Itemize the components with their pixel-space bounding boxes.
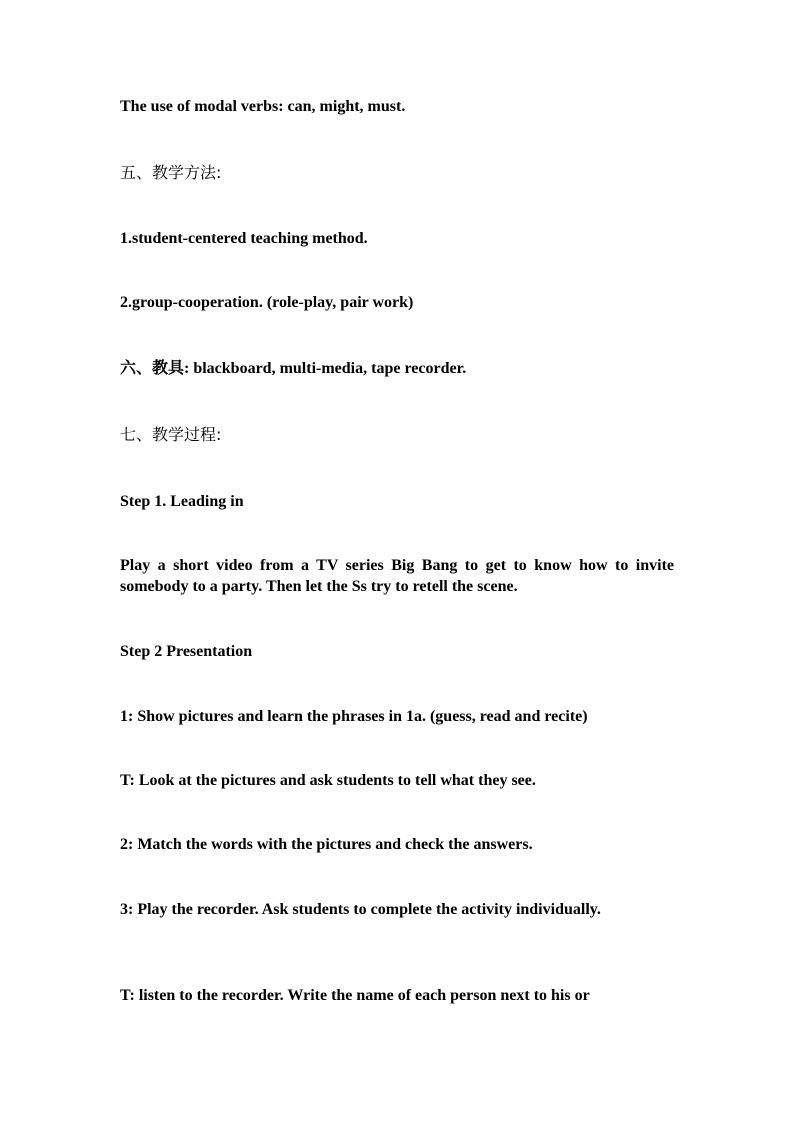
step-2-teacher-note-2: T: listen to the recorder. Write the name of each person next to his or [120, 987, 590, 1004]
step-2-teacher-note-1: T: Look at the pictures and ask students to tell what they see. [120, 772, 536, 789]
step-2-item-2: 2: Match the words with the pictures and check the answers. [120, 836, 533, 853]
method-item-1: 1.student-centered teaching method. [120, 230, 368, 247]
step-2-item-3: 3: Play the recorder. Ask students to complete the activity individually. [120, 901, 601, 918]
step-1-description: Play a short video from a TV series Big Bang to get to know how to invite somebody to a party. Then let the Ss try to retell the scene. [120, 557, 674, 595]
teaching-process-heading: 七、教学过程: [120, 425, 222, 444]
step-2-heading: Step 2 Presentation [120, 643, 253, 660]
step-2-item-1: 1: Show pictures and learn the phrases in 1a. (guess, read and recite) [120, 708, 588, 725]
teaching-methods-heading: 五、教学方法: [120, 163, 222, 182]
teaching-aids-line: 六、教具: blackboard, multi-media, tape recorder. [120, 360, 467, 377]
modal-verbs-line: The use of modal verbs: can, might, must. [120, 98, 406, 115]
method-item-2: 2.group-cooperation. (role-play, pair work) [120, 294, 414, 311]
step-1-heading: Step 1. Leading in [120, 493, 244, 510]
